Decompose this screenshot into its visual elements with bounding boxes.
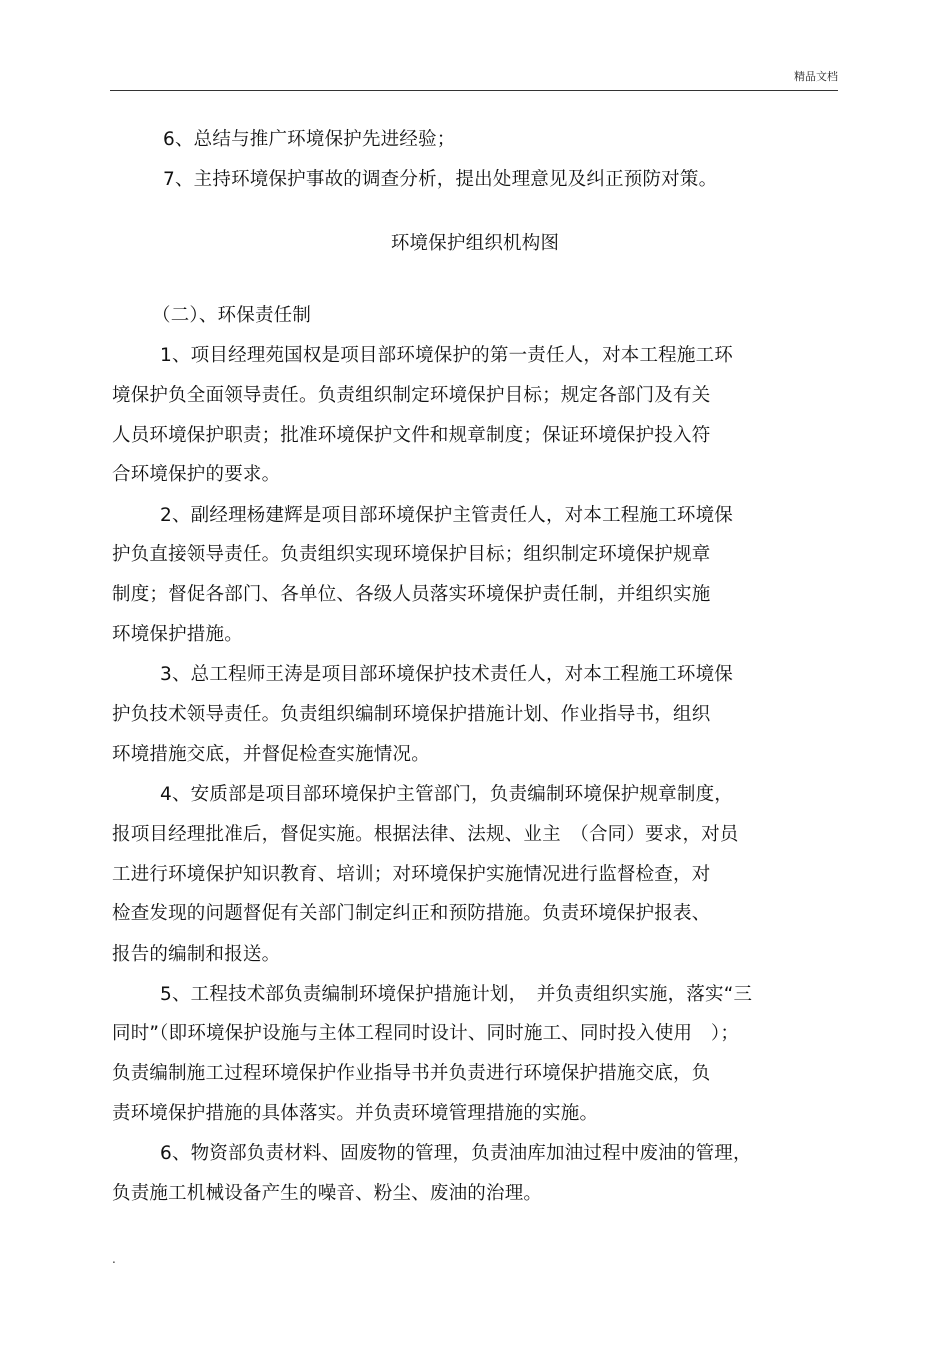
text-line: 检查发现的问题督促有关部门制定纠正和预防措施。负责环境保护报表、	[112, 903, 711, 924]
text-line: 报告的编制和报送。	[112, 944, 281, 965]
text-line: 责环境保护措施的具体落实。并负责环境管理措施的实施。	[112, 1103, 599, 1124]
text-line: 6、总结与推广环境保护先进经验；	[163, 129, 456, 150]
section-heading: （二）、环保责任制	[152, 305, 312, 326]
text-line: 护负技术领导责任。负责组织编制环境保护措施计划、作业指导书，组织	[112, 704, 711, 725]
footer-mark: .	[112, 1252, 116, 1266]
text-line: 负责编制施工过程环境保护作业指导书并负责进行环境保护措施交底，负	[112, 1063, 711, 1084]
text-line: 护负直接领导责任。负责组织实现环境保护目标；组织制定环境保护规章	[112, 544, 711, 565]
text-line: 3、总工程师王涛是项目部环境保护技术责任人，对本工程施工环境保	[160, 664, 733, 685]
text-line: 负责施工机械设备产生的噪音、粉尘、废油的治理。	[112, 1183, 543, 1204]
text-line: 2、副经理杨建辉是项目部环境保护主管责任人，对本工程施工环境保	[160, 505, 733, 526]
text-line: 工进行环境保护知识教育、培训；对环境保护实施情况进行监督检查，对	[112, 864, 711, 885]
text-line: 环境措施交底，并督促检查实施情况。	[112, 744, 430, 765]
text-line: 4、安质部是项目部环境保护主管部门，负责编制环境保护规章制度，	[160, 784, 733, 805]
text-line: 5、工程技术部负责编制环境保护措施计划， 并负责组织实施，落实“三	[160, 984, 753, 1005]
header-label: 精品文档	[794, 70, 838, 83]
text-line: 人员环境保护职责；批准环境保护文件和规章制度；保证环境保护投入符	[112, 425, 711, 446]
text-line: 报项目经理批准后，督促实施。根据法律、法规、业主 （合同）要求，对员	[112, 824, 739, 845]
text-line: 合环境保护的要求。	[112, 464, 281, 485]
text-line: 6、物资部负责材料、固废物的管理，负责油库加油过程中废油的管理，	[160, 1143, 752, 1164]
text-line: 环境保护措施。	[112, 624, 243, 645]
text-line: 1、项目经理苑国权是项目部环境保护的第一责任人，对本工程施工环	[160, 345, 733, 366]
section-title: 环境保护组织机构图	[390, 233, 560, 254]
text-line: 制度；督促各部门、各单位、各级人员落实环境保护责任制，并组织实施	[112, 584, 711, 605]
text-line: 境保护负全面领导责任。负责组织制定环境保护目标；规定各部门及有关	[112, 385, 711, 406]
header-rule	[110, 90, 838, 91]
text-line: 7、主持环境保护事故的调查分析，提出处理意见及纠正预防对策。	[163, 169, 718, 190]
text-line: 同时”（即环境保护设施与主体工程同时设计、同时施工、同时投入使用 ）；	[112, 1023, 740, 1044]
